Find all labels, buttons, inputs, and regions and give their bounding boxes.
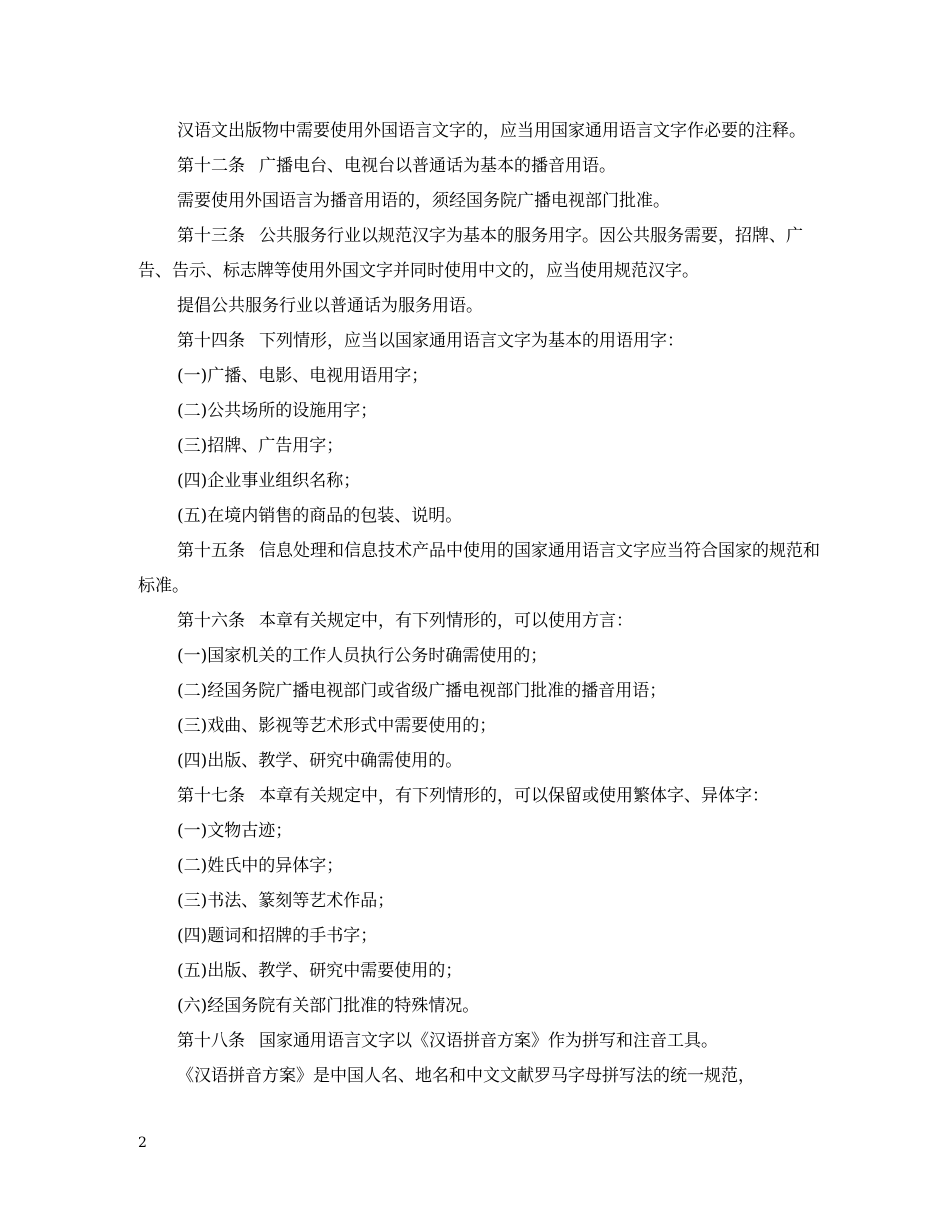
article-heading: 第十二条	[177, 156, 245, 176]
list-item	[138, 849, 820, 884]
paragraph-text: 广播电台、电视台以普通话为基本的播音用语。	[259, 156, 616, 176]
paragraph-text: (四)企业事业组织名称；	[177, 471, 361, 491]
paragraph-text: (四)出版、教学、研究中确需使用的。	[177, 751, 463, 771]
paragraph-text: (二)公共场所的设施用字；	[177, 401, 378, 421]
article-heading: 第十八条	[177, 1031, 245, 1051]
paragraph-text: (四)题词和招牌的手书字；	[177, 926, 378, 946]
list-item	[138, 814, 820, 849]
paragraph-text: (五)在境内销售的商品的包装、说明。	[177, 506, 463, 526]
list-item	[138, 919, 820, 954]
paragraph-text: 下列情形，应当以国家通用语言文字为基本的用语用字：	[259, 331, 684, 351]
paragraph	[138, 1059, 820, 1094]
document-body	[138, 114, 820, 1094]
paragraph-text: (三)招牌、广告用字；	[177, 436, 344, 456]
paragraph	[138, 604, 820, 639]
list-item	[138, 359, 820, 394]
paragraph	[138, 219, 820, 289]
list-item	[138, 744, 820, 779]
list-item	[138, 884, 820, 919]
article-heading: 第十三条	[177, 226, 245, 246]
paragraph-text: (二)经国务院广播电视部门或省级广播电视部门批准的播音用语；	[177, 681, 667, 701]
paragraph	[138, 1024, 820, 1059]
paragraph-text: 需要使用外国语言为播音用语的，须经国务院广播电视部门批准。	[177, 191, 670, 211]
paragraph	[138, 184, 820, 219]
page-number: 2	[138, 1135, 147, 1151]
list-item	[138, 499, 820, 534]
paragraph-text: (一)国家机关的工作人员执行公务时确需使用的；	[177, 646, 548, 666]
paragraph-text: (五)出版、教学、研究中需要使用的；	[177, 961, 463, 981]
article-heading: 第十五条	[177, 541, 245, 561]
paragraph-text: (三)书法、篆刻等艺术作品；	[177, 891, 395, 911]
list-item	[138, 639, 820, 674]
paragraph-text: 国家通用语言文字以《汉语拼音方案》作为拼写和注音工具。	[259, 1031, 718, 1051]
list-item	[138, 464, 820, 499]
paragraph	[138, 534, 820, 604]
article-heading: 第十六条	[177, 611, 245, 631]
list-item	[138, 954, 820, 989]
paragraph-text: (一)文物古迹；	[177, 821, 293, 841]
list-item	[138, 989, 820, 1024]
list-item	[138, 674, 820, 709]
paragraph-text: 汉语文出版物中需要使用外国语言文字的，应当用国家通用语言文字作必要的注释。	[177, 121, 806, 141]
list-item	[138, 429, 820, 464]
paragraph-text: 本章有关规定中，有下列情形的，可以使用方言：	[259, 611, 633, 631]
paragraph	[138, 289, 820, 324]
list-item	[138, 394, 820, 429]
article-heading: 第十七条	[177, 786, 245, 806]
paragraph	[138, 114, 820, 149]
paragraph-text: (一)广播、电影、电视用语用字；	[177, 366, 429, 386]
paragraph-text: (二)姓氏中的异体字；	[177, 856, 344, 876]
paragraph-text: 公共服务行业以规范汉字为基本的服务用字。因公共服务需要，招牌、广告、告示、标志牌等使用外国文字并同时使用中文的，应当使用规范汉字。	[138, 226, 803, 281]
paragraph-text: 提倡公共服务行业以普通话为服务用语。	[177, 296, 483, 316]
paragraph	[138, 149, 820, 184]
paragraph-text: (三)戏曲、影视等艺术形式中需要使用的；	[177, 716, 497, 736]
paragraph	[138, 779, 820, 814]
article-heading: 第十四条	[177, 331, 245, 351]
paragraph-text: 本章有关规定中，有下列情形的，可以保留或使用繁体字、异体字：	[259, 786, 769, 806]
paragraph-text: 信息处理和信息技术产品中使用的国家通用语言文字应当符合国家的规范和标准。	[138, 541, 820, 596]
list-item	[138, 709, 820, 744]
paragraph	[138, 324, 820, 359]
paragraph-text: 《汉语拼音方案》是中国人名、地名和中文文献罗马字母拼写法的统一规范，	[177, 1066, 755, 1086]
paragraph-text: (六)经国务院有关部门批准的特殊情况。	[177, 996, 480, 1016]
